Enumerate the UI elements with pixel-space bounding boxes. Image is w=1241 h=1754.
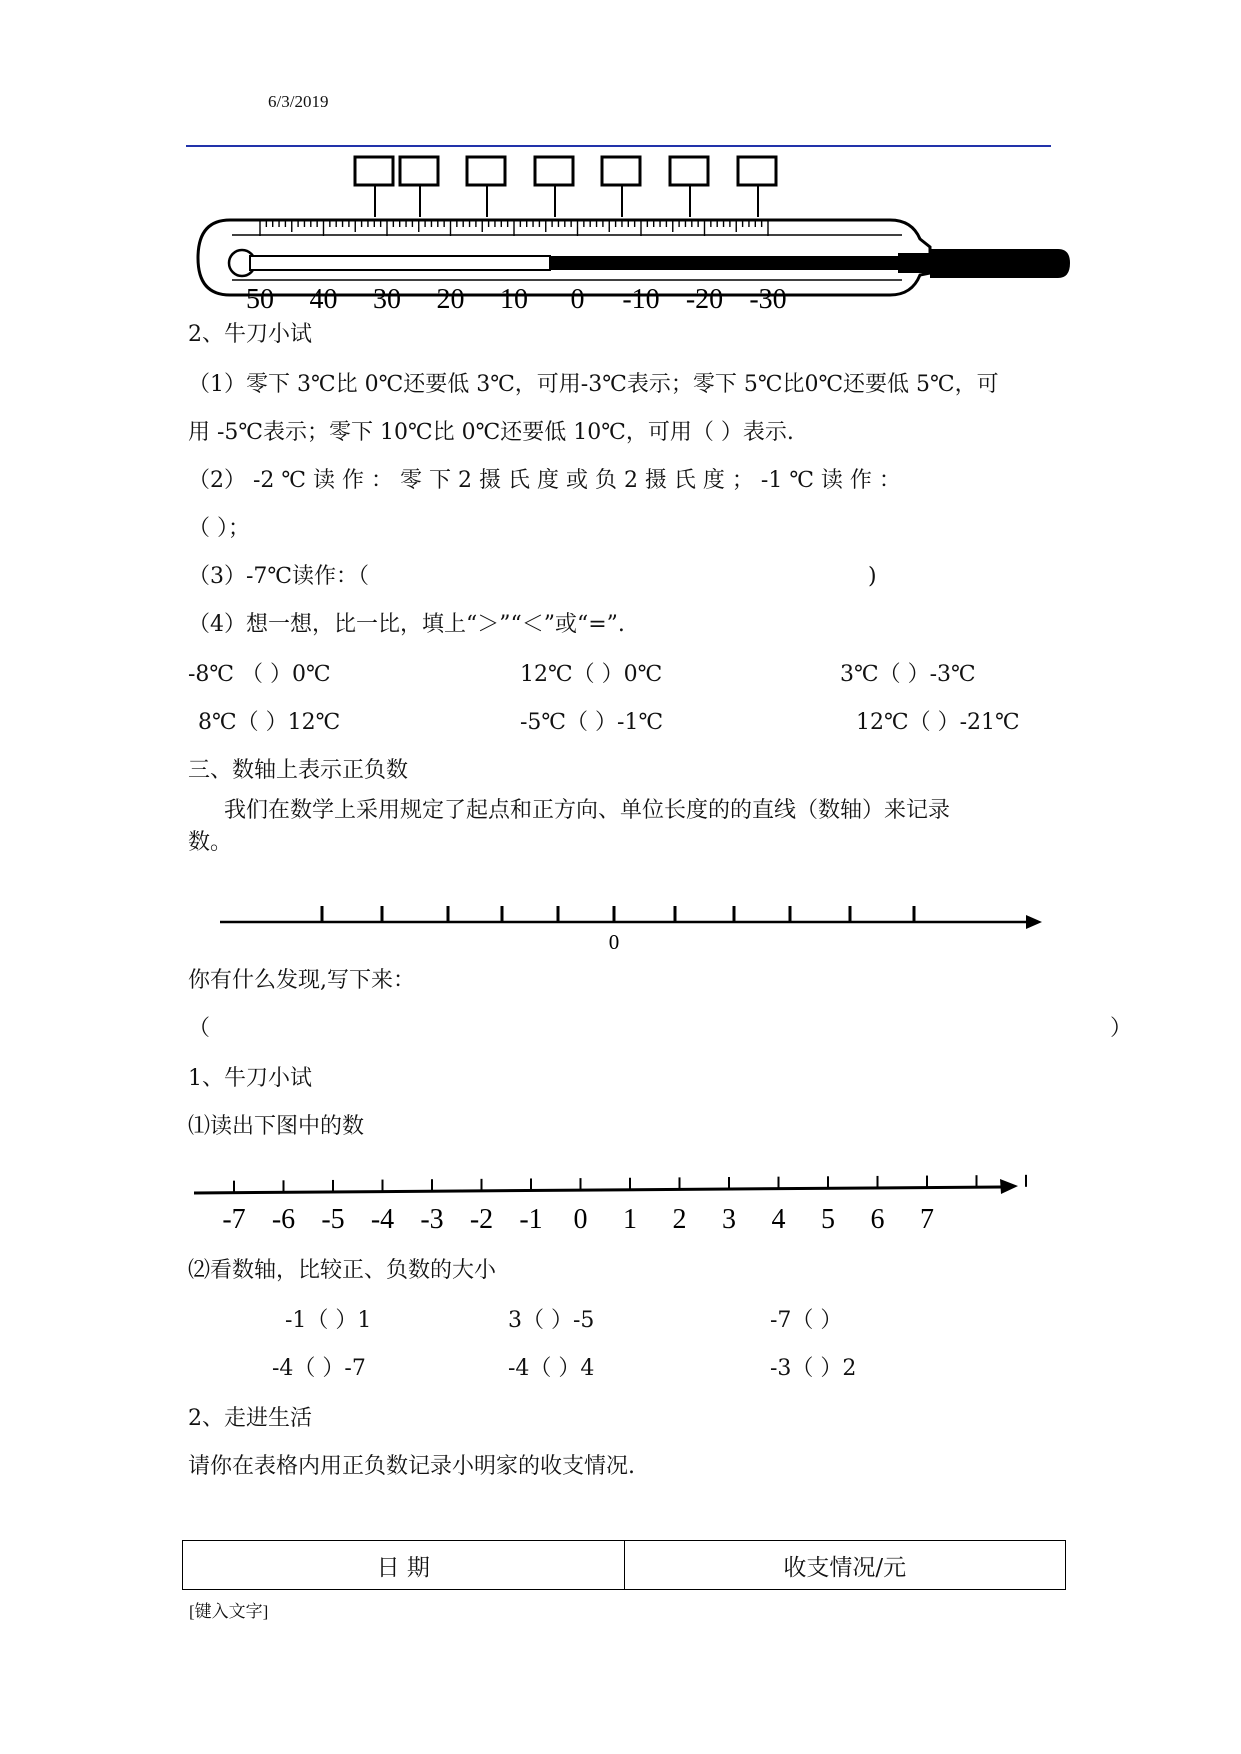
thermometer-label-box	[400, 157, 438, 185]
compare-1-row-1-col-1: -8℃ （ ）0℃	[188, 662, 331, 687]
number-line-labeled-labels	[222, 1204, 934, 1235]
thermometer-label-box	[355, 157, 393, 185]
compare-2-row-2-col-2: -4（ ）4	[508, 1356, 595, 1381]
number-line-label: 4	[771, 1204, 786, 1235]
ledger-table	[182, 1540, 1066, 1590]
table-row	[183, 1541, 1066, 1590]
number-line-blank-ticks	[322, 906, 914, 922]
number-line-label: -5	[321, 1204, 345, 1235]
question-4: （4）想一想，比一比，填上“＞”“＜”或“=”.	[188, 612, 625, 637]
footer-placeholder: [键入文字]	[189, 1602, 269, 1621]
thermometer-mercury	[550, 256, 900, 270]
thermometer-scale-label: -20	[685, 284, 724, 315]
compare-1-row-2-col-3: 12℃（ ）-21℃	[856, 710, 1020, 735]
thermometer-scale-labels	[246, 284, 787, 315]
compare-2-row-2-col-3: -3（ ）2	[770, 1356, 857, 1381]
read-numbers-prompt: ⑴读出下图中的数	[188, 1114, 365, 1139]
thermometer-scale-label: 30	[373, 284, 401, 315]
section-title-life: 2、走进生活	[188, 1406, 312, 1431]
number-line-label: -2	[469, 1204, 494, 1235]
table-header-amount: 收支情况/元	[624, 1541, 1066, 1590]
thermometer-label-box	[535, 157, 573, 185]
thermometer-scale-label: 40	[309, 284, 338, 315]
number-line-label: 1	[623, 1204, 637, 1235]
thermometer-scale-label: -30	[749, 284, 787, 315]
thermometer-scale-label: 20	[436, 284, 465, 315]
compare-1-row-1-col-2: 12℃（ ）0℃	[520, 662, 663, 687]
thermometer-capillary	[250, 256, 550, 270]
thermometer-label-box	[467, 157, 505, 185]
number-line-blank	[210, 890, 1050, 950]
paragraph-number-line-2: 数。	[188, 830, 233, 855]
thermometer-label-box	[738, 157, 776, 185]
header-date: 6/3/2019	[268, 92, 329, 111]
question-3-prefix: （3）-7℃读作：（	[188, 564, 370, 589]
question-1-line-2: 用 -5℃表示；零下 10℃比 0℃还要低 10℃，可用（ ）表示.	[188, 420, 794, 445]
thermometer-ticks	[260, 220, 768, 236]
question-3-close: )	[868, 564, 877, 589]
ledger-instruction: 请你在表格内用正负数记录小明家的收支情况.	[188, 1454, 635, 1479]
number-line-zero-label: 0	[608, 930, 620, 950]
compare-2-row-1-col-3: -7（ ）	[770, 1308, 843, 1333]
number-line-label: 0	[573, 1204, 588, 1235]
number-line-label: 3	[722, 1204, 736, 1235]
header-rule	[186, 145, 1051, 147]
number-line-label: -7	[222, 1204, 246, 1235]
question-2-line-2: （ ）；	[188, 516, 250, 541]
paragraph-number-line-1: 我们在数学上采用规定了起点和正方向、单位长度的的直线（数轴）来记录	[224, 798, 951, 823]
compare-2-row-2-col-1: -4（ ）-7	[272, 1356, 366, 1381]
question-1-line-1: （1）零下 3℃比 0℃还要低 3℃，可用-3℃表示；零下 5℃比0℃还要低 5℃，可	[188, 372, 999, 397]
discovery-answer-close: ）	[1110, 1016, 1133, 1041]
number-line-label: -1	[519, 1204, 543, 1235]
thermometer-scale-label: -10	[622, 284, 660, 315]
number-line-label: 7	[920, 1204, 934, 1235]
number-line-labeled	[190, 1165, 1030, 1235]
number-line-label: 5	[821, 1204, 835, 1235]
compare-1-row-1-col-3: 3℃（ ）-3℃	[840, 662, 976, 687]
number-line-label: 6	[870, 1204, 885, 1235]
compare-2-row-1-col-2: 3（ ）-5	[508, 1308, 595, 1333]
section-title-try-2: 1、牛刀小试	[188, 1066, 312, 1091]
table-header-date: 日 期	[183, 1541, 625, 1590]
compare-2-row-1-col-1: -1（ ）1	[285, 1308, 372, 1333]
thermometer-figure	[190, 155, 1070, 315]
thermometer-label-box	[602, 157, 640, 185]
number-line-label: -6	[271, 1204, 296, 1235]
discovery-prompt: 你有什么发现,写下来：	[188, 968, 415, 993]
thermometer-scale-label: 50	[246, 284, 274, 315]
compare-1-row-2-col-1: 8℃（ ）12℃	[198, 710, 341, 735]
number-line-label: -4	[370, 1204, 395, 1235]
question-2-line-1: （2） -2 ℃ 读 作 ： 零 下 2 摄 氏 度 或 负 2 摄 氏 度 ； -1 ℃ 读 作 ：	[188, 468, 901, 493]
discovery-answer-open: （	[188, 1016, 211, 1041]
thermometer-label-boxes	[355, 157, 776, 217]
thermometer-scale-label: 10	[500, 284, 528, 315]
thermometer-scale-label: 0	[570, 284, 585, 315]
number-line-label: -3	[420, 1204, 444, 1235]
compare-numbers-prompt: ⑵看数轴，比较正、负数的大小	[188, 1258, 497, 1283]
compare-1-row-2-col-2: -5℃（ ）-1℃	[520, 710, 664, 735]
section-title-try-1: 2、牛刀小试	[188, 322, 312, 347]
thermometer-label-box	[670, 157, 708, 185]
section-title-number-line: 三、数轴上表示正负数	[188, 758, 409, 783]
number-line-label: 2	[672, 1204, 687, 1235]
